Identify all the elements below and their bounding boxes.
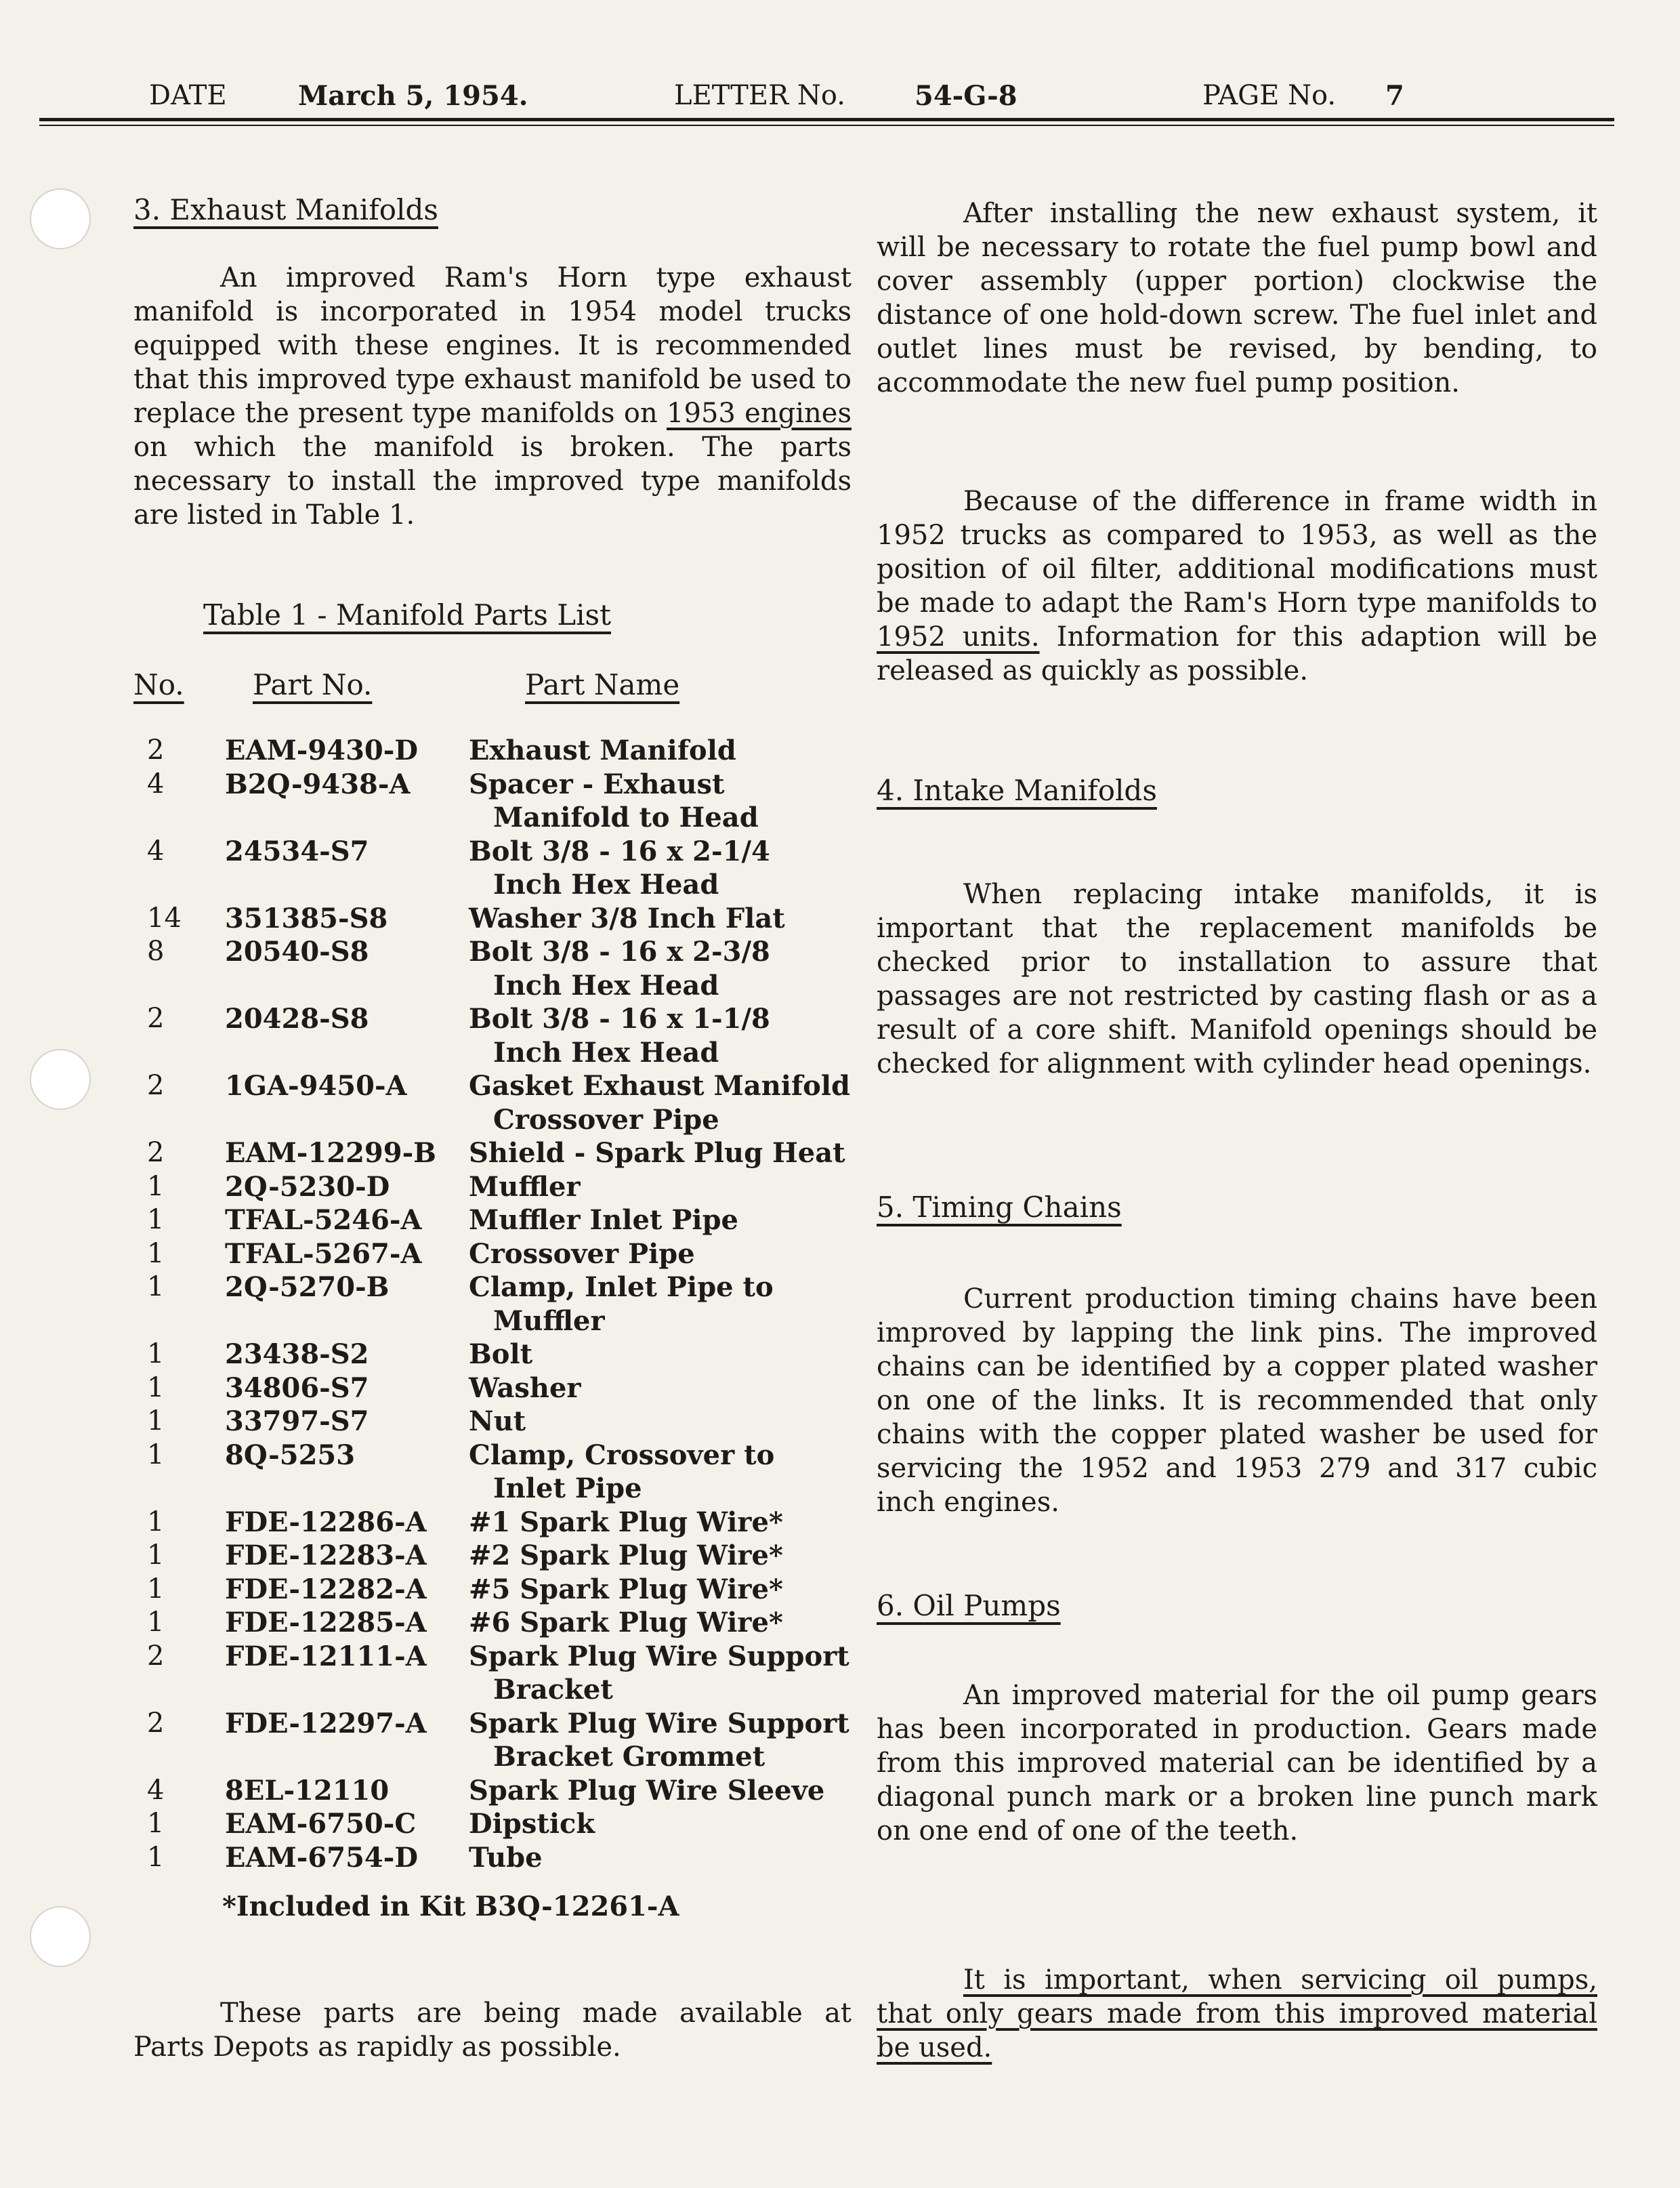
row-part-name <box>469 1338 852 1371</box>
binder-hole <box>30 1906 91 1967</box>
table-row <box>133 1841 852 1875</box>
oil-important-paragraph: It is important, when servicing oil pumps, that only gears made from this improved material be used. <box>877 1964 1597 2063</box>
letter-label: LETTER No. <box>674 80 845 111</box>
exhaust-text-b: on which the manifold is broken. The parts necessary to install the improved type manifolds are listed in Table 1. <box>133 432 852 531</box>
parts-table <box>133 734 852 1874</box>
row-part-name <box>469 1439 852 1506</box>
row-quantity: 1 <box>147 1405 165 1437</box>
row-quantity: 1 <box>147 1808 165 1839</box>
table-row <box>133 1136 852 1170</box>
row-quantity: 1 <box>147 1237 165 1269</box>
date-value: March 5, 1954. <box>298 80 528 112</box>
table-row <box>133 1573 852 1607</box>
row-quantity: 1 <box>147 1271 165 1302</box>
row-part-name <box>469 1069 852 1136</box>
row-quantity: 2 <box>147 735 165 766</box>
row-part-number: FDE-12286-A <box>225 1506 427 1538</box>
table-footnote: *Included in Kit B3Q-12261-A <box>222 1891 679 1922</box>
row-quantity: 1 <box>147 1371 165 1403</box>
row-quantity: 1 <box>147 1204 165 1235</box>
row-part-name <box>469 935 852 1002</box>
row-quantity: 1 <box>147 1607 165 1638</box>
row-part-name <box>469 1774 852 1808</box>
row-part-name <box>469 1841 852 1875</box>
binder-hole <box>30 1049 91 1110</box>
row-part-name-line: #2 Spark Plug Wire* <box>469 1540 783 1571</box>
row-part-name <box>469 1807 852 1841</box>
row-part-name <box>469 1405 852 1439</box>
row-part-name <box>469 1506 852 1540</box>
row-part-name-line: Bolt 3/8 - 16 x 2-1/4 <box>469 835 770 867</box>
row-quantity: 1 <box>147 1439 165 1470</box>
table-row <box>133 1170 852 1204</box>
table-row <box>133 1271 852 1338</box>
row-quantity: 2 <box>147 1003 165 1034</box>
exhaust-text-a: An improved Ram's Horn type exhaust manifold is incorporated in 1954 model trucks equipped with these engines. It is recommended that this improved type exhaust manifold be used to replace the present type manifolds on <box>133 262 852 429</box>
row-part-name-line: Spark Plug Wire Sleeve <box>469 1774 825 1807</box>
table-row <box>133 1606 852 1640</box>
page-value: 7 <box>1385 80 1404 112</box>
row-quantity: 1 <box>147 1338 165 1369</box>
row-quantity: 4 <box>147 1774 165 1806</box>
row-part-name <box>469 1002 852 1069</box>
row-part-name <box>469 1203 852 1237</box>
timing-paragraph: Current production timing chains have been improved by lapping the link pins. The improved chains can be identified by a copper plated washer on one of the links. It is recommended that only chains with the copper plated washer be used for servicing the 1952 and 1953 279 and 317 cubic inch engines. <box>877 1283 1597 1518</box>
row-part-name-line: Bolt <box>469 1338 533 1370</box>
row-part-name-line: Muffler Inlet Pipe <box>469 1204 739 1236</box>
table-header-part: Part No. <box>253 668 373 701</box>
row-part-number: 20540-S8 <box>225 936 369 968</box>
binder-hole <box>30 188 91 249</box>
row-part-number: 2Q-5270-B <box>225 1271 390 1303</box>
row-part-number: 20428-S8 <box>225 1003 369 1035</box>
row-part-number: FDE-12282-A <box>225 1573 427 1605</box>
section-heading-intake: 4. Intake Manifolds <box>877 774 1157 807</box>
row-quantity: 1 <box>147 1841 165 1873</box>
row-quantity: 2 <box>147 1707 165 1739</box>
row-part-number: 351385-S8 <box>225 902 388 934</box>
table-row <box>133 1807 852 1841</box>
row-part-number: 34806-S7 <box>225 1371 369 1404</box>
row-part-name <box>469 1640 852 1707</box>
header-rule-thin <box>39 125 1614 126</box>
date-label: DATE <box>149 80 227 111</box>
row-quantity: 1 <box>147 1170 165 1202</box>
row-part-number: 8Q-5253 <box>225 1439 356 1471</box>
closing-paragraph: These parts are being made available at Parts Depots as rapidly as possible. <box>133 1998 852 2063</box>
table-header-name: Part Name <box>525 668 680 701</box>
row-quantity: 4 <box>147 835 165 867</box>
row-part-number: EAM-9430-D <box>225 735 419 766</box>
table-row <box>133 1506 852 1540</box>
row-quantity: 2 <box>147 1640 165 1672</box>
row-part-name <box>469 902 852 936</box>
row-quantity: 4 <box>147 768 165 800</box>
row-part-name-continuation: Muffler <box>493 1304 605 1337</box>
section-heading-exhaust: 3. Exhaust Manifolds <box>133 193 438 226</box>
row-part-number: TFAL-5246-A <box>225 1204 422 1236</box>
frame-width-paragraph <box>877 484 1597 688</box>
section-heading-timing: 5. Timing Chains <box>877 1191 1122 1224</box>
row-part-name-line: Nut <box>469 1405 526 1437</box>
row-part-name <box>469 1573 852 1607</box>
table-row <box>133 1439 852 1506</box>
frame-text-b: Information for this adaption will be released as quickly as possible. <box>877 621 1597 686</box>
table-row <box>133 768 852 835</box>
row-part-number: 33797-S7 <box>225 1405 369 1437</box>
table-row <box>133 835 852 902</box>
row-part-number: FDE-12297-A <box>225 1707 427 1739</box>
row-part-number: 8EL-12110 <box>225 1774 390 1807</box>
row-quantity: 8 <box>147 936 165 967</box>
row-part-name-line: Bolt 3/8 - 16 x 2-3/8 <box>469 936 770 968</box>
row-part-name-line: Spark Plug Wire Support <box>469 1707 849 1739</box>
row-part-name <box>469 1371 852 1405</box>
row-part-number: EAM-12299-B <box>225 1137 436 1169</box>
row-part-name-line: Crossover Pipe <box>469 1237 695 1270</box>
frame-text-underlined: 1952 units. <box>877 621 1040 653</box>
table-row <box>133 734 852 768</box>
table-row <box>133 1203 852 1237</box>
row-part-number: FDE-12111-A <box>225 1640 427 1672</box>
section-heading-oil: 6. Oil Pumps <box>877 1589 1061 1622</box>
row-part-name-line: Spacer - Exhaust <box>469 768 725 800</box>
table-row <box>133 1640 852 1707</box>
row-part-name-line: #1 Spark Plug Wire* <box>469 1506 783 1538</box>
row-part-number: 2Q-5230-D <box>225 1170 390 1203</box>
row-part-name-continuation: Crossover Pipe <box>493 1103 719 1136</box>
table-row <box>133 1237 852 1271</box>
row-part-name-continuation: Bracket Grommet <box>493 1741 765 1773</box>
row-part-name-line: Bolt 3/8 - 16 x 1-1/8 <box>469 1003 770 1035</box>
row-quantity: 1 <box>147 1506 165 1537</box>
row-part-number: EAM-6754-D <box>225 1841 419 1874</box>
row-part-name-line: Spark Plug Wire Support <box>469 1640 849 1672</box>
row-part-name <box>469 1136 852 1170</box>
row-part-number: FDE-12283-A <box>225 1540 427 1571</box>
row-part-number: FDE-12285-A <box>225 1607 427 1638</box>
row-part-name <box>469 768 852 835</box>
row-part-number: 23438-S2 <box>225 1338 369 1370</box>
row-part-name-line: Tube <box>469 1841 543 1874</box>
row-quantity: 1 <box>147 1540 165 1571</box>
row-part-name-line: Gasket Exhaust Manifold <box>469 1070 851 1102</box>
row-part-name <box>469 734 852 768</box>
exhaust-text-underlined: 1953 engines <box>667 398 852 429</box>
row-part-number: EAM-6750-C <box>225 1808 417 1840</box>
row-part-name-line: Clamp, Inlet Pipe to <box>469 1271 774 1303</box>
row-part-name-line: Dipstick <box>469 1808 595 1840</box>
table-row <box>133 1002 852 1069</box>
header-rule <box>39 118 1614 121</box>
row-quantity: 2 <box>147 1137 165 1168</box>
row-part-name-line: Shield - Spark Plug Heat <box>469 1137 845 1169</box>
oil-paragraph: An improved material for the oil pump gears has been incorporated in production. Gears made from this improved material can be identified by a diagonal punch mark or a broken line punch mark on one end of one of the teeth. <box>877 1680 1597 1846</box>
row-part-name-continuation: Inlet Pipe <box>493 1472 642 1504</box>
row-part-number: TFAL-5267-A <box>225 1237 422 1270</box>
row-part-name <box>469 1707 852 1774</box>
page-label: PAGE No. <box>1202 80 1337 111</box>
row-part-name-line: #6 Spark Plug Wire* <box>469 1607 783 1638</box>
row-part-name-line: Washer <box>469 1371 581 1404</box>
after-install-paragraph: After installing the new exhaust system, it will be necessary to rotate the fuel pump bowl and cover assembly (upper portion) clockwise the distance of one hold-down screw. The fuel inlet and outlet lines must be revised, by bending, to accommodate the new fuel pump position. <box>877 198 1597 398</box>
row-quantity: 14 <box>147 902 182 934</box>
row-part-name-continuation: Inch Hex Head <box>493 1036 719 1069</box>
page-header <box>149 73 1531 121</box>
table-row <box>133 902 852 936</box>
row-part-name <box>469 1170 852 1204</box>
table-row <box>133 1405 852 1439</box>
exhaust-paragraph <box>133 261 852 532</box>
row-part-name-line: Exhaust Manifold <box>469 735 736 766</box>
row-part-number: 24534-S7 <box>225 835 369 867</box>
row-part-name-continuation: Inch Hex Head <box>493 869 719 901</box>
table-title: Table 1 - Manifold Parts List <box>203 598 611 632</box>
row-part-name-line: #5 Spark Plug Wire* <box>469 1573 783 1605</box>
row-part-name <box>469 1606 852 1640</box>
table-row <box>133 1539 852 1573</box>
table-row <box>133 1371 852 1405</box>
row-quantity: 2 <box>147 1070 165 1101</box>
row-part-name-continuation: Inch Hex Head <box>493 969 719 1002</box>
row-part-number: B2Q-9438-A <box>225 768 411 800</box>
row-part-name <box>469 1539 852 1573</box>
row-part-name-line: Washer 3/8 Inch Flat <box>469 902 785 934</box>
table-row <box>133 935 852 1002</box>
table-row <box>133 1338 852 1371</box>
table-row <box>133 1069 852 1136</box>
row-quantity: 1 <box>147 1573 165 1605</box>
table-header-no: No. <box>133 668 184 701</box>
row-part-name <box>469 1237 852 1271</box>
row-part-name-line: Clamp, Crossover to <box>469 1439 775 1471</box>
row-part-name <box>469 1271 852 1338</box>
frame-text-a: Because of the difference in frame width in 1952 trucks as compared to 1953, as well as the position of oil filter, additional modifications must be made to adapt the Ram's Horn type manifolds to <box>877 486 1597 619</box>
row-part-name-continuation: Manifold to Head <box>493 802 759 833</box>
row-part-name-continuation: Bracket <box>493 1674 613 1706</box>
table-row <box>133 1774 852 1808</box>
letter-value: 54-G-8 <box>915 80 1017 112</box>
row-part-name-line: Muffler <box>469 1170 581 1203</box>
row-part-number: 1GA-9450-A <box>225 1070 407 1102</box>
intake-paragraph: When replacing intake manifolds, it is important that the replacement manifolds be checked prior to installation to assure that passages are not restricted by casting flash or as a result of a core shift. Manifold openings should be checked for alignment with cylinder head openings. <box>877 879 1597 1079</box>
table-row <box>133 1707 852 1774</box>
row-part-name <box>469 835 852 902</box>
